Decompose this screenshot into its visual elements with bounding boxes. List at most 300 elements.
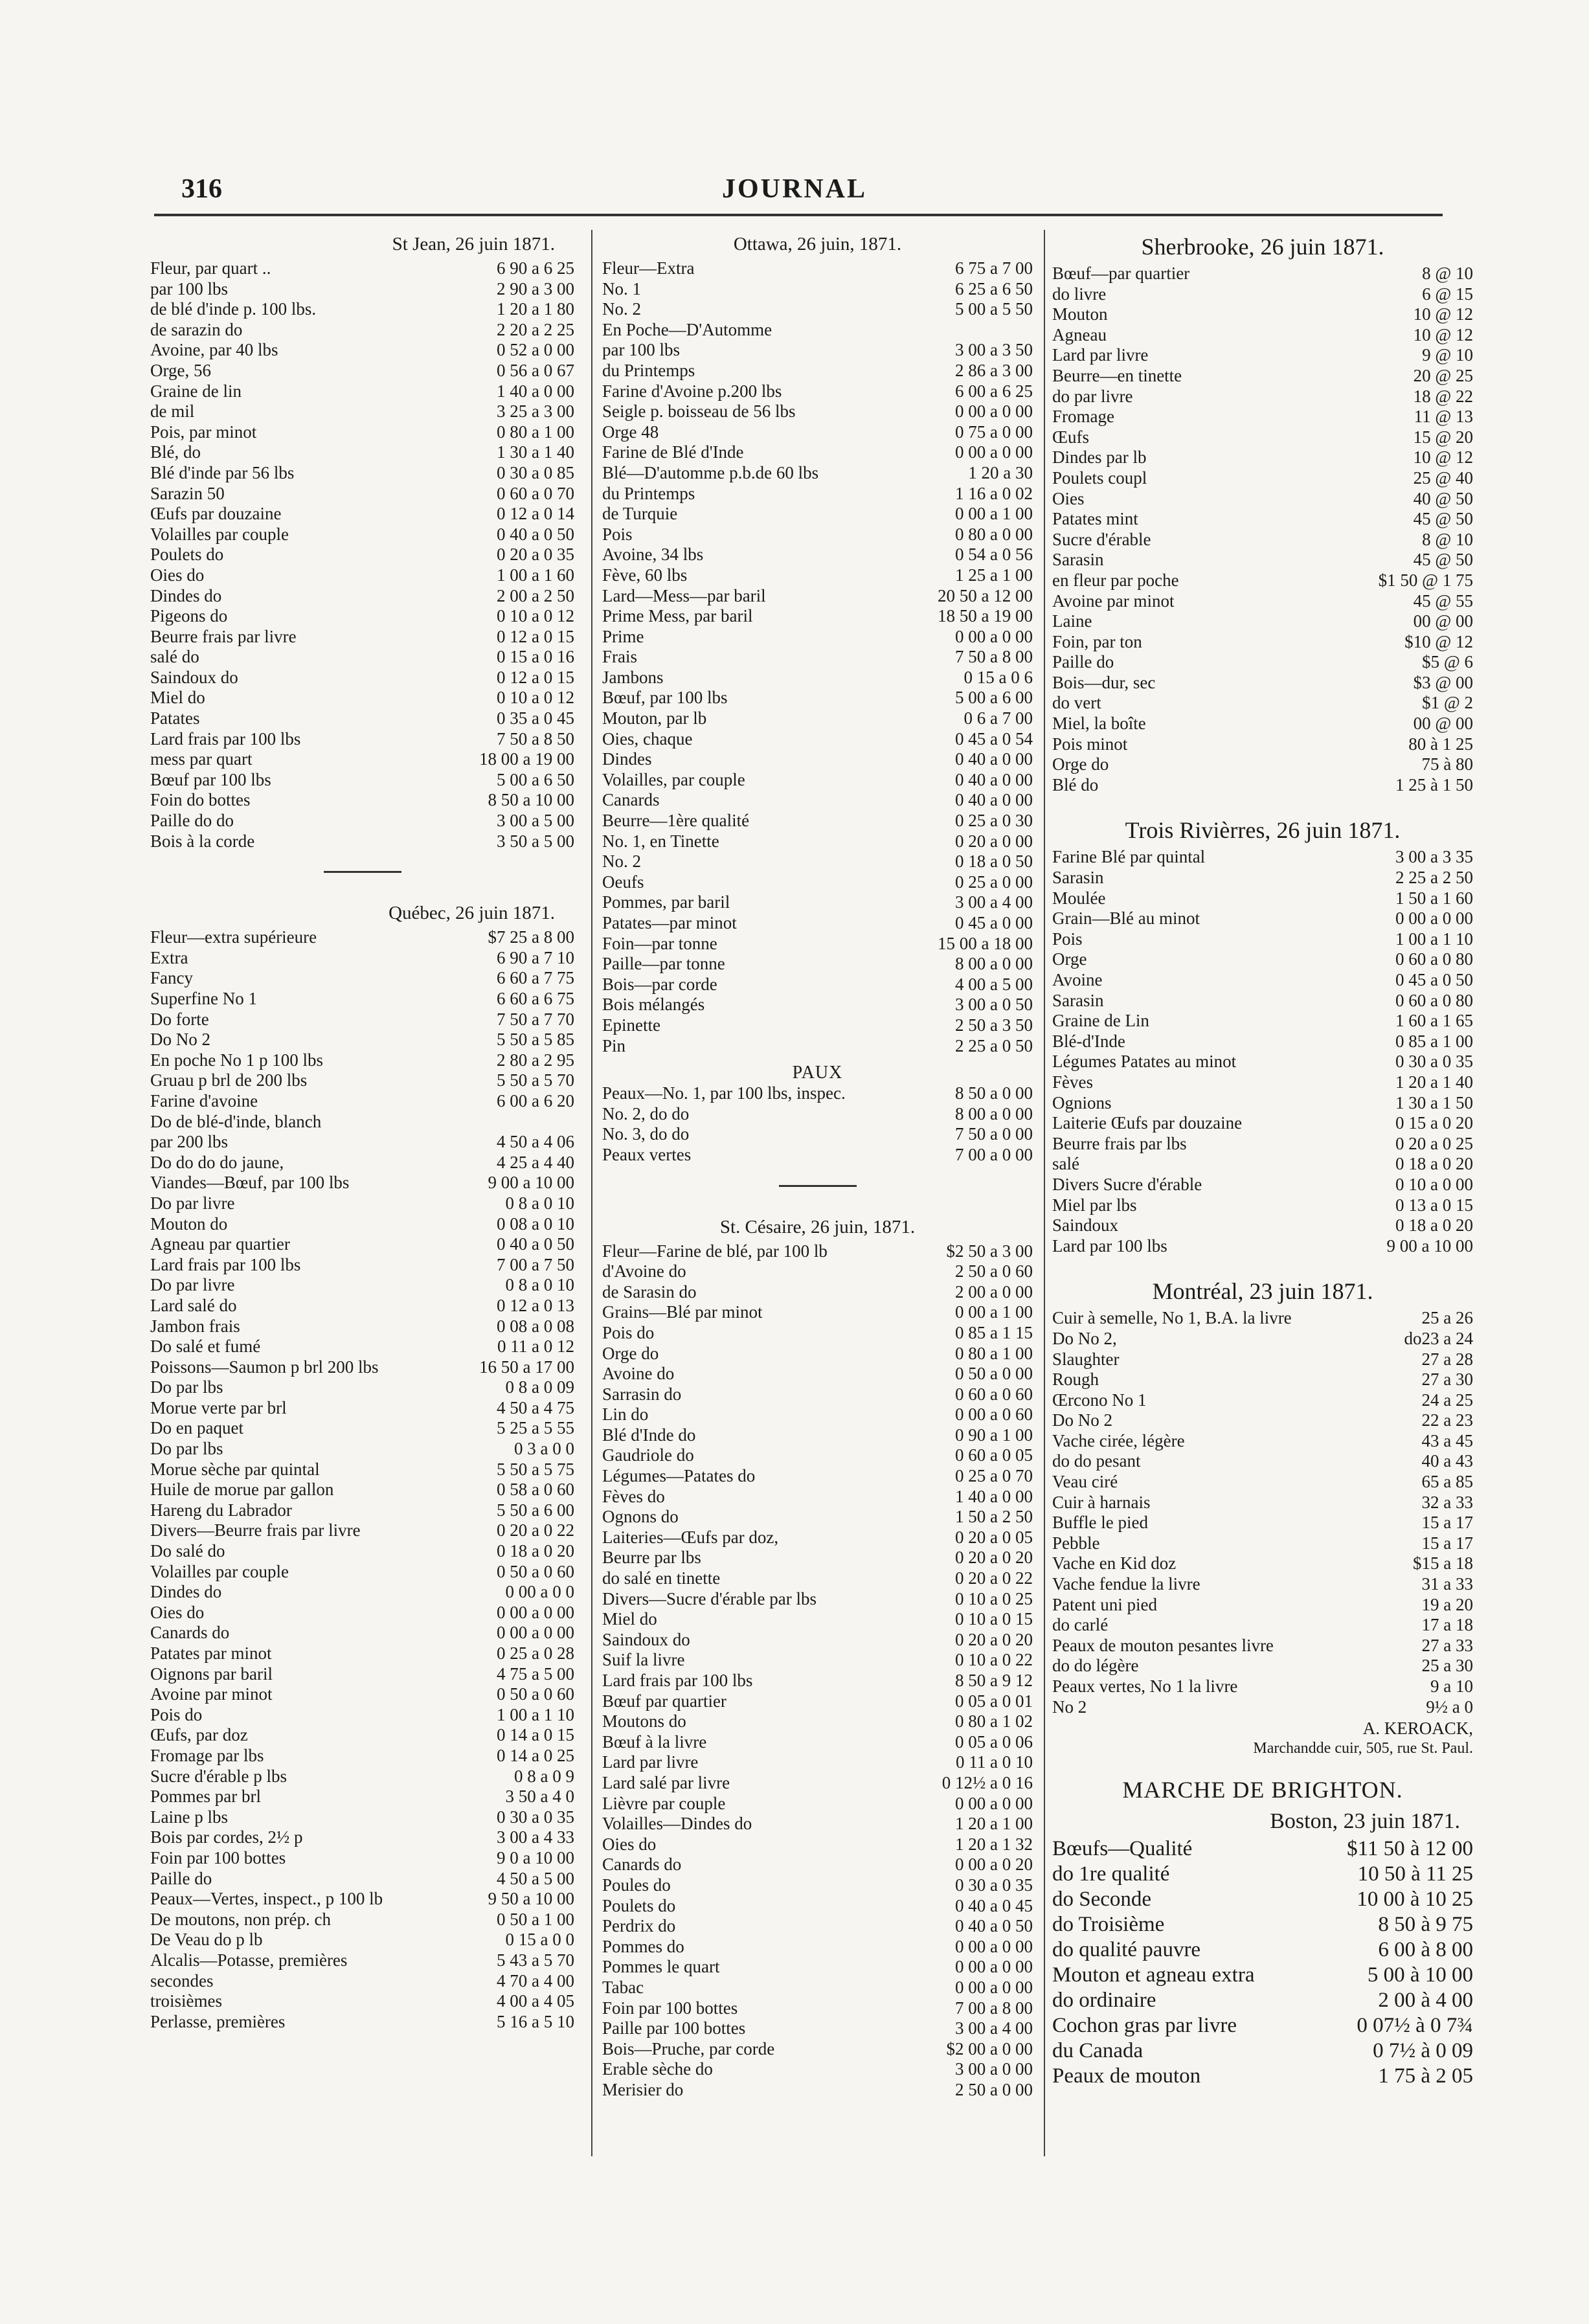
item-label: Foin, par ton [1052,631,1142,651]
item-price: 0 8 a 0 09 [505,1377,574,1397]
item-label: En Poche—D'Automme [602,319,772,339]
price-row [1052,1553,1473,1574]
page-header [0,174,1589,212]
price-row [1052,1676,1473,1697]
item-price: 0 08 a 0 08 [497,1316,574,1336]
item-label: Moutons do [602,1711,686,1732]
item-label: Bœuf—par quartier [1052,264,1190,283]
item-price: 80 à 1 25 [1408,734,1473,754]
item-label: do carlé [1052,1615,1109,1635]
price-row [602,1487,1033,1507]
item-price: 0 40 a 0 00 [955,769,1033,789]
price-row [150,1398,574,1419]
price-row [602,1630,1033,1651]
item-price: 0 14 a 0 15 [497,1725,574,1745]
price-row [1052,929,1473,950]
price-row [602,1261,1033,1282]
item-label: En poche No 1 p 100 lbs [150,1050,323,1070]
price-row [1052,1410,1473,1431]
price-table-trois-rivieres [1052,847,1473,1256]
item-price: 17 a 18 [1421,1615,1473,1635]
item-label: Grains—Blé par minot [602,1302,763,1322]
item-label: Pommes par brl [150,1787,261,1807]
price-row [150,1950,574,1971]
item-price: 1 75 à 2 05 [1378,2064,1473,2088]
item-price: 0 00 a 0 00 [497,1623,574,1643]
item-label: Foin par 100 bottes [602,1998,738,2018]
item-label: mess par quart [150,749,253,769]
item-label: Beurre—en tinette [1052,365,1182,385]
item-label: Seigle p. boisseau de 56 lbs [602,401,796,422]
item-price: 9 @ 10 [1422,345,1473,365]
price-row [602,1773,1033,1794]
price-row [602,1124,1033,1145]
item-price: 5 50 a 5 85 [497,1030,574,1050]
item-label: Buffle le pied [1052,1513,1148,1533]
subsection-label: PAUX [792,1063,843,1083]
item-label: Dindes par lb [1052,447,1147,468]
section-heading: Trois Rivièrres, 26 juin 1871. [1125,817,1401,844]
price-row [150,1010,574,1030]
item-price: 0 00 a 0 00 [955,1977,1033,1997]
price-row [1052,264,1473,284]
price-row [1052,1493,1473,1513]
item-price: $11 50 à 12 00 [1347,1837,1473,1861]
item-price: 0 07½ à 0 7¾ [1357,2014,1473,2038]
price-row [602,525,1033,545]
item-price: 1 20 a 1 00 [955,1814,1033,1834]
price-row [602,545,1033,565]
price-row [1052,550,1473,570]
item-price: 0 20 a 0 22 [497,1520,574,1540]
price-row [150,606,574,627]
price-row [602,463,1033,484]
item-price: 0 54 a 0 56 [955,545,1033,565]
price-row [150,811,574,831]
item-price: 1 00 a 1 10 [1395,929,1473,949]
item-label: Pois, par minot [150,422,257,442]
item-label: Erable sèche do [602,2059,713,2079]
price-row [150,1684,574,1705]
price-row [1052,1072,1473,1093]
item-price: 0 52 a 0 00 [497,340,574,360]
item-price: 0 00 a 0 00 [1395,908,1473,929]
item-label: Peaux—No. 1, par 100 lbs, inspec. [602,1083,846,1103]
item-price: 40 a 43 [1421,1451,1473,1471]
item-price: 0 10 a 0 12 [497,606,574,626]
price-row [602,852,1033,872]
item-price: 8 @ 10 [1422,529,1473,549]
price-row [602,1083,1033,1104]
item-label: Patates mint [1052,509,1138,529]
price-row [150,1070,574,1091]
item-label: do vert [1052,693,1101,713]
item-price: 0 85 a 1 00 [1395,1031,1473,1051]
item-label: Dindes [602,749,652,769]
item-label: en fleur par poche [1052,570,1179,590]
item-label: Canards do [602,1855,682,1875]
item-price: 8 50 a 10 00 [488,790,574,810]
price-row [1052,1175,1473,1195]
item-price: 2 25 a 2 50 [1395,868,1473,888]
item-price: 0 6 a 7 00 [964,708,1033,728]
price-row [1052,1093,1473,1114]
item-label: Grain—Blé au minot [1052,908,1200,929]
item-label: Vache fendue la livre [1052,1574,1200,1594]
price-table-sherbrooke [1052,264,1473,795]
item-label: Lard—Mess—par baril [602,585,766,605]
item-price: 0 20 a 0 05 [955,1527,1033,1547]
item-label: Ognions [1052,1092,1112,1112]
item-price: 7 50 a 0 00 [955,1124,1033,1144]
price-row [150,1930,574,1950]
price-row [1052,1836,1473,1862]
item-label: No 2 [1052,1697,1087,1717]
item-label: Paille do [1052,652,1114,672]
item-label: Volailles, par couple [602,769,745,789]
item-price: 7 50 a 7 70 [497,1009,574,1029]
item-price: 0 80 a 1 00 [955,1343,1033,1363]
item-price: 25 a 26 [1421,1308,1473,1328]
price-row [150,1193,574,1214]
item-label: Avoine, par 40 lbs [150,340,278,360]
item-price: 27 a 30 [1421,1370,1473,1390]
item-label: Miel par lbs [1052,1195,1137,1215]
item-label: Mouton [1052,304,1108,324]
price-row [602,361,1033,381]
item-price: 0 15 a 0 6 [964,667,1033,687]
item-price: 27 a 28 [1421,1349,1473,1369]
item-label: Do de blé-d'inde, blanch [150,1111,322,1131]
price-row [150,361,574,381]
price-row [150,1153,574,1173]
item-price: 1 30 a 1 40 [497,442,574,462]
item-label: Orge [1052,949,1087,969]
item-price: 2 50 a 3 50 [955,1015,1033,1035]
item-label: Jambon frais [150,1316,240,1336]
item-label: Foin do bottes [150,790,251,810]
price-row [602,954,1033,975]
item-price: 6 00 a 6 20 [497,1090,574,1111]
item-price: 6 60 a 7 75 [497,968,574,988]
item-price: 6 90 a 7 10 [497,947,574,967]
price-row [150,422,574,443]
section-title: MARCHE DE BRIGHTON. [1122,1777,1403,1803]
price-row [1052,427,1473,448]
item-price: 7 50 a 8 50 [497,728,574,749]
item-label: Cuir à semelle, No 1, B.A. la livre [1052,1308,1292,1328]
item-label: Avoine [1052,970,1103,989]
price-row [1052,1697,1473,1718]
item-price: 9 0 a 10 00 [497,1847,574,1867]
item-price: 7 00 a 8 00 [955,1998,1033,2018]
item-label: secondes [150,1970,214,1991]
item-price: 1 20 a 1 40 [1395,1072,1473,1092]
item-price: 1 30 a 1 50 [1395,1092,1473,1112]
item-price: 0 18 a 0 50 [955,852,1033,872]
item-label: Avoine, 34 lbs [602,545,704,565]
item-label: No. 2 [602,299,641,319]
item-price: 65 a 85 [1421,1472,1473,1492]
item-price: 5 43 a 5 70 [497,1950,574,1970]
item-label: Laiteries—Œufs par doz, [602,1527,779,1547]
item-price: 0 00 a 0 0 [505,1582,574,1602]
item-price: 0 8 a 0 10 [505,1275,574,1295]
item-label: Merisier do [602,2079,684,2099]
signature-name: A. KEROACK, [1362,1719,1473,1739]
item-price: 0 30 a 0 35 [955,1875,1033,1895]
item-label: Peaux vertes, No 1 la livre [1052,1676,1238,1696]
price-row [150,1541,574,1562]
item-label: Fleur—Farine de blé, par 100 lb [602,1241,828,1261]
item-price: 3 00 a 3 35 [1395,847,1473,867]
item-label: No. 2 [602,852,641,872]
price-row [150,1623,574,1643]
price-row [602,2080,1033,2101]
price-row [602,1834,1033,1855]
price-row [602,708,1033,729]
item-price: 0 50 a 0 60 [497,1684,574,1704]
item-label: Peaux—Vertes, inspect., p 100 lb [150,1889,383,1909]
item-price: 4 50 a 5 00 [497,1868,574,1888]
item-label: Canards do [150,1623,230,1643]
item-label: Légumes Patates au minot [1052,1052,1237,1072]
item-label: Farine Blé par quintal [1052,847,1206,867]
price-row [602,1344,1033,1364]
item-label: Graine de lin [150,381,242,401]
item-label: Do No 2 [150,1030,210,1050]
item-price: 1 20 a 30 [968,462,1033,482]
item-price: 8 00 a 0 00 [955,954,1033,974]
item-price: 4 00 a 4 05 [497,1991,574,2011]
price-row [150,968,574,989]
price-row [1052,1451,1473,1472]
item-label: Volailles par couple [150,1561,289,1581]
price-row [602,1998,1033,2019]
item-label: par 100 lbs [602,340,680,360]
price-row [150,1214,574,1235]
item-label: Sucre d'érable [1052,529,1151,549]
column-divider [591,230,592,2156]
item-price: 00 @ 00 [1413,714,1473,734]
price-row [1052,1329,1473,1349]
item-price: 10 00 à 10 25 [1357,1888,1473,1912]
item-label: Poulets do [602,1895,676,1915]
item-price: 0 45 a 0 50 [1395,970,1473,989]
item-label: Alcalis—Potasse, premières [150,1950,348,1970]
item-label: Agneau par quartier [150,1234,290,1254]
price-row [150,1480,574,1500]
price-row [150,749,574,770]
item-price: $2 50 a 3 00 [946,1241,1033,1261]
price-row [602,1548,1033,1568]
price-row [1052,530,1473,550]
item-label: do qualité pauvre [1052,1938,1201,1962]
item-price: 24 a 25 [1421,1390,1473,1410]
item-price: 8 50 a 9 12 [955,1671,1033,1690]
price-row [1052,1533,1473,1554]
item-label: Pebble [1052,1533,1100,1553]
item-label: Cochon gras par livre [1052,2014,1237,2038]
item-label: Blé—D'automme p.b.de 60 lbs [602,462,819,482]
price-row [1052,632,1473,653]
item-label: Fève, 60 lbs [602,565,688,585]
item-price: 3 00 a 0 00 [955,2059,1033,2079]
price-row [1052,734,1473,755]
section-heading: St Jean, 26 juin 1871. [392,234,555,254]
item-label: Do salé do [150,1541,225,1561]
price-row [602,1978,1033,1998]
item-label: Epinette [602,1015,660,1035]
item-label: Blé-d'Inde [1052,1031,1125,1051]
item-label: Bœuf à la livre [602,1732,707,1752]
price-row [602,2018,1033,2039]
item-price: 5 25 a 5 55 [497,1418,574,1438]
price-row [150,1766,574,1787]
item-price: 2 90 a 3 00 [497,278,574,299]
section-separator [324,871,401,873]
item-label: Sarasin [1052,868,1104,888]
item-label: salé [1052,1154,1079,1174]
item-label: Lard par livre [602,1752,699,1772]
price-row [150,565,574,586]
item-price: 9½ a 0 [1426,1697,1473,1717]
item-label: Superfine No 1 [150,989,257,1008]
item-price: 0 14 a 0 25 [497,1745,574,1765]
price-row [1052,1195,1473,1216]
item-label: No. 1 [602,278,641,299]
price-row [1052,1134,1473,1155]
price-row [602,729,1033,750]
section-heading: St. Césaire, 26 juin, 1871. [719,1216,916,1237]
item-label: Blé do [1052,774,1099,795]
item-label: Perdrix do [602,1916,676,1936]
item-price: $2 00 a 0 00 [946,2038,1033,2059]
item-price: 9 a 10 [1430,1676,1473,1696]
item-label: do do pesant [1052,1451,1141,1471]
item-price: 9 00 a 10 00 [488,1173,574,1193]
price-row [1052,489,1473,510]
item-label: Mouton do [150,1213,228,1234]
price-row [602,872,1033,893]
item-label: Extra [150,947,188,967]
item-price: 2 80 a 2 95 [497,1050,574,1070]
price-row [602,1323,1033,1344]
price-row [150,1296,574,1316]
price-row [602,913,1033,934]
item-price: 0 50 a 0 60 [497,1561,574,1581]
item-price: 7 00 a 0 00 [955,1144,1033,1164]
item-price: 0 60 a 0 80 [1395,949,1473,969]
item-label: Pois do [602,1322,655,1342]
price-row [150,279,574,300]
item-price: 5 50 a 5 70 [497,1070,574,1090]
price-row [150,1705,574,1726]
price-row [1052,2038,1473,2064]
price-row [150,1827,574,1848]
item-label: Beurre frais par lbs [1052,1133,1187,1153]
item-price: 2 20 a 2 25 [497,319,574,339]
item-label: do par livre [1052,386,1133,406]
item-price: 0 12½ a 0 16 [941,1772,1033,1792]
item-label: Vache en Kid doz [1052,1553,1177,1574]
item-label: Do do do do jaune, [150,1152,284,1172]
item-label: Do par livre [150,1193,235,1213]
item-label: Œrcono No 1 [1052,1390,1147,1410]
item-price: 0 80 a 1 00 [497,422,574,442]
price-row [150,525,574,545]
price-row [150,1746,574,1766]
item-price: 45 @ 50 [1413,550,1473,570]
item-label: do salé en tinette [602,1568,721,1588]
price-row [602,1405,1033,1425]
item-label: Bois à la corde [150,831,255,851]
price-table-ottawa-peaux [602,1083,1033,1165]
price-row [1052,1656,1473,1676]
item-price: 25 @ 40 [1413,468,1473,488]
item-price: 16 50 a 17 00 [479,1357,574,1377]
item-label: Lard salé par livre [602,1772,730,1792]
item-label: Poissons—Saumon p brl 200 lbs [150,1357,379,1377]
price-row [602,1036,1033,1057]
item-label: Perlasse, premières [150,2011,286,2031]
item-price: 0 45 a 0 54 [955,728,1033,749]
item-label: Lard par 100 lbs [1052,1235,1167,1256]
item-label: Avoine do [602,1364,675,1384]
price-row [1052,1113,1473,1134]
item-price: 1 40 a 0 00 [497,381,574,401]
price-row [150,463,574,484]
section-separator [779,1185,857,1187]
price-row [1052,1988,1473,2013]
item-label: Prime [602,626,644,646]
price-row [602,279,1033,300]
item-price: 00 @ 00 [1413,611,1473,631]
item-label: Fromage par lbs [150,1745,264,1765]
item-label: Blé d'Inde do [602,1425,696,1445]
item-label: Divers—Sucre d'érable par lbs [602,1588,817,1608]
item-label: Fèves [1052,1072,1093,1092]
price-row [150,831,574,852]
price-row [1052,1636,1473,1656]
item-label: Moulée [1052,888,1106,908]
price-row [150,1275,574,1296]
price-row [602,811,1033,831]
item-label: Patates—par minot [602,913,737,932]
price-row [1052,1236,1473,1257]
price-row [602,668,1033,688]
price-row [602,647,1033,668]
price-row [150,989,574,1010]
item-label: Bois par cordes, 2½ p [150,1827,303,1847]
item-price: 6 60 a 6 75 [497,989,574,1008]
item-price: 0 8 a 0 10 [505,1193,574,1213]
item-price: 0 11 a 0 12 [497,1337,574,1357]
item-label: Canards [602,790,660,810]
price-row [150,1418,574,1439]
item-price: 43 a 45 [1421,1430,1473,1450]
price-row [602,258,1033,279]
price-row [1052,1887,1473,1912]
item-price: 18 @ 22 [1413,386,1473,406]
price-row [150,790,574,811]
item-label: Laine [1052,611,1092,631]
price-row [602,1364,1033,1384]
price-row [602,770,1033,791]
item-price: 3 00 a 4 00 [955,892,1033,912]
item-label: Peaux de mouton pesantes livre [1052,1635,1274,1655]
item-price: 32 a 33 [1421,1492,1473,1512]
